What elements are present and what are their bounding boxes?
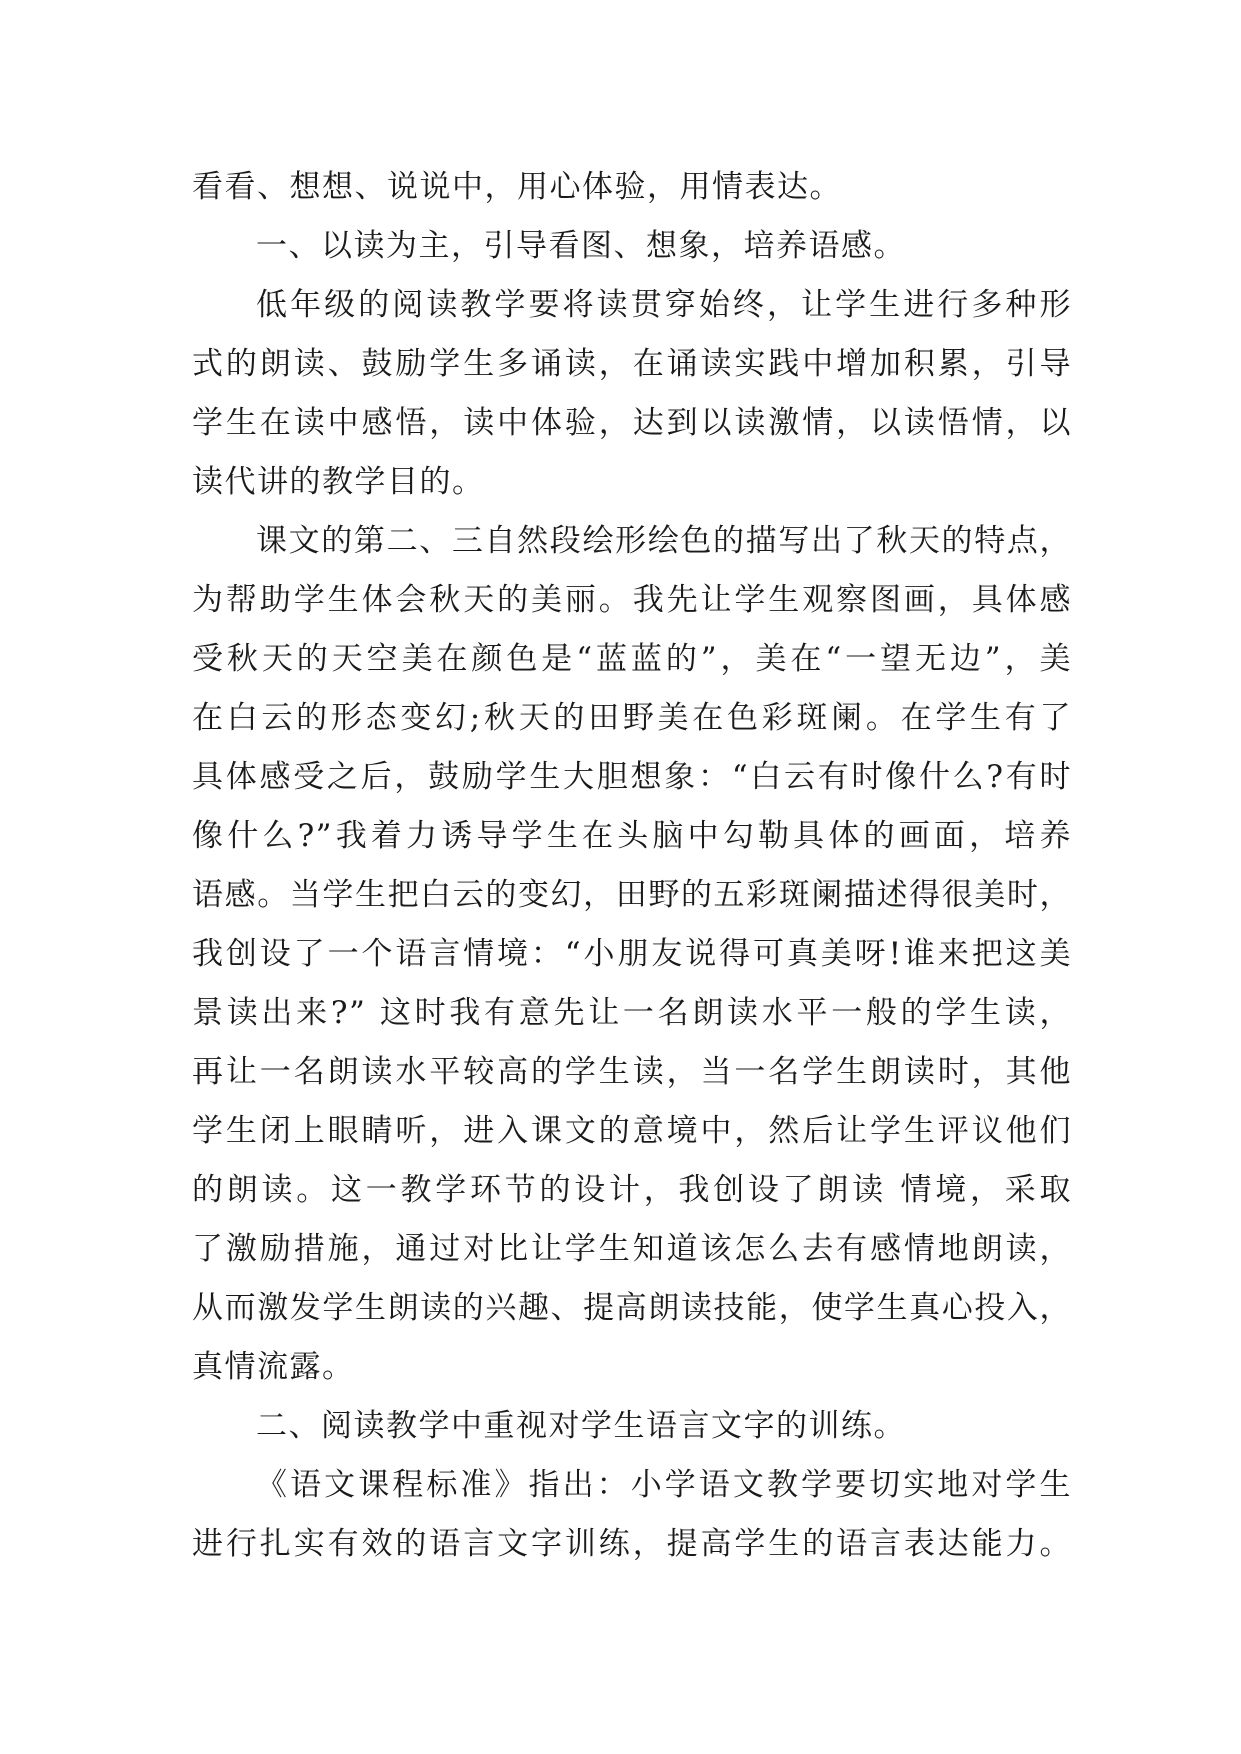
text-line: 课文的第二、三自然段绘形绘色的描写出了秋天的特点， (256, 523, 1072, 559)
text-line: 的朗读。这一教学环节的设计，我创设了朗读 情境，采取 (192, 1172, 1072, 1208)
text-line: 为帮助学生体会秋天的美丽。我先让学生观察图画，具体感 (192, 582, 1072, 618)
text-line: 学生在读中感悟，读中体验，达到以读激情，以读悟情，以 (192, 405, 1072, 441)
text-line: 真情流露。 (192, 1349, 355, 1385)
text-line: 一、以读为主，引导看图、想象，培养语感。 (256, 228, 906, 264)
text-line: 像什么?”我着力诱导学生在头脑中勾勒具体的画面，培养 (192, 818, 1072, 854)
text-line: 景读出来?” 这时我有意先让一名朗读水平一般的学生读， (192, 995, 1072, 1031)
text-line: 低年级的阅读教学要将读贯穿始终，让学生进行多种形 (256, 287, 1072, 323)
text-line: 具体感受之后，鼓励学生大胆想象：“白云有时像什么?有时 (192, 759, 1072, 795)
text-line: 读代讲的教学目的。 (192, 464, 485, 500)
text-line: 了激励措施，通过对比让学生知道该怎么去有感情地朗读， (192, 1231, 1072, 1267)
text-line: 进行扎实有效的语言文字训练，提高学生的语言表达能力。 (192, 1526, 1072, 1562)
text-line: 受秋天的天空美在颜色是“蓝蓝的”，美在“一望无边”，美 (192, 641, 1072, 677)
text-line: 再让一名朗读水平较高的学生读，当一名学生朗读时，其他 (192, 1054, 1072, 1090)
text-line: 学生闭上眼睛听，进入课文的意境中，然后让学生评议他们 (192, 1113, 1072, 1149)
text-line: 在白云的形态变幻;秋天的田野美在色彩斑阑。在学生有了 (192, 700, 1072, 736)
text-line: 语感。当学生把白云的变幻，田野的五彩斑阑描述得很美时， (192, 877, 1072, 913)
text-line: 从而激发学生朗读的兴趣、提高朗读技能，使学生真心投入， (192, 1290, 1072, 1326)
document-body (192, 158, 1072, 1574)
text-line: 我创设了一个语言情境：“小朋友说得可真美呀!谁来把这美 (192, 936, 1072, 972)
text-line: 二、阅读教学中重视对学生语言文字的训练。 (256, 1408, 906, 1444)
text-line: 看看、想想、说说中，用心体验，用情表达。 (192, 169, 842, 205)
text-line: 《语文课程标准》指出：小学语文教学要切实地对学生 (256, 1467, 1072, 1503)
text-line: 式的朗读、鼓励学生多诵读，在诵读实践中增加积累，引导 (192, 346, 1072, 382)
